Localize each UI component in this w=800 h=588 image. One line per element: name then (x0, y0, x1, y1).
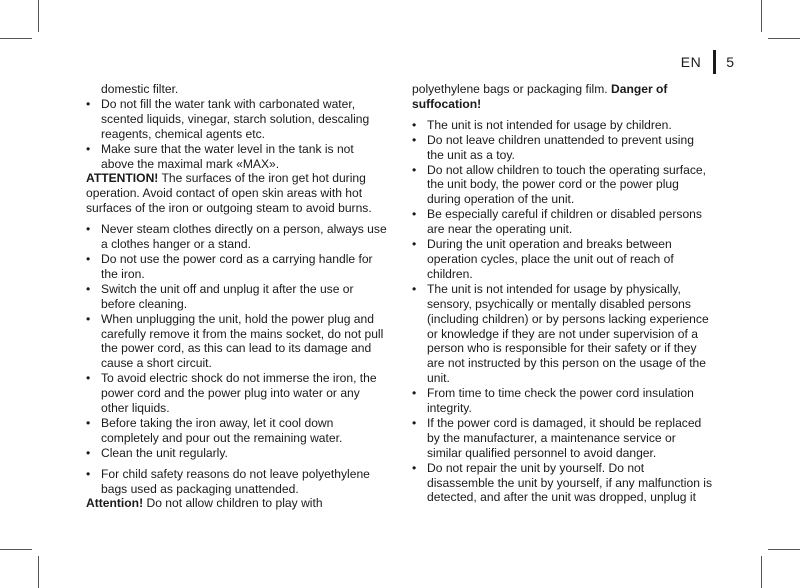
list-item: • Do not fill the water tank with carbonated water, scented liquids, vinegar, starch solution, descaling reagents, chemical agents etc. (86, 97, 390, 142)
list-item: • To avoid electric shock do not immerse the iron, the power cord and the power plug into water or any other liquids. (86, 371, 390, 416)
crop-mark (38, 556, 39, 588)
list-item: • Clean the unit regularly. (86, 446, 390, 461)
right-column (412, 82, 712, 505)
list-item: • The unit is not intended for usage by physically, sensory, psychically or mentally disabled persons (including children) or by persons lacking experience or knowledge if they are not under supervision of a person who is responsible for their safety or if they are not instructed by this person on the usage of the unit. (412, 282, 712, 386)
crop-mark (768, 38, 800, 39)
list-item: • Do not leave children unattended to prevent using the unit as a toy. (412, 133, 712, 163)
list-item: • If the power cord is damaged, it should be replaced by the manufacturer, a maintenance service or similar qualified personnel to avoid danger. (412, 416, 712, 461)
list-item: • From time to time check the power cord insulation integrity. (412, 386, 712, 416)
language-code: EN (680, 54, 702, 70)
list-item: • For child safety reasons do not leave polyethylene bags used as packaging unattended. (86, 467, 390, 497)
safety-list-right (412, 118, 712, 506)
crop-mark (0, 549, 32, 550)
attention-paragraph (86, 171, 390, 216)
crop-mark (38, 0, 39, 32)
list-item: • Never steam clothes directly on a person, always use a clothes hanger or a stand. (86, 222, 390, 252)
list-item: • Do not use the power cord as a carrying handle for the iron. (86, 252, 390, 282)
list-item: • The unit is not intended for usage by children. (412, 118, 712, 133)
header-divider (713, 50, 716, 74)
continuation-paragraph (412, 82, 712, 112)
continuation-text: polyethylene bags or packaging film. (412, 82, 611, 96)
list-item: • Be especially careful if children or disabled persons are near the operating unit. (412, 207, 712, 237)
attention-text: The surfaces of the iron get hot during operation. Avoid contact of open skin areas with hot surfaces of the iron or outgoing steam to avoid burns. (86, 171, 372, 216)
list-item: • Before taking the iron away, let it cool down completely and pour out the remaining water. (86, 416, 390, 446)
list-item: • Do not allow children to touch the operating surface, the unit body, the power cord or the power plug during operation of the unit. (412, 163, 712, 208)
attention-label: ATTENTION! (86, 171, 159, 186)
crop-mark (0, 38, 32, 39)
list-item: • Make sure that the water level in the tank is not above the maximal mark «MAX». (86, 142, 390, 172)
safety-list-c (86, 467, 390, 497)
list-item: • When unplugging the unit, hold the power plug and carefully remove it from the mains socket, do not pull the power cord, as this can lead to its damage and cause a short circuit. (86, 312, 390, 372)
attention-label-2: Attention! (86, 496, 144, 511)
list-item: • Do not repair the unit by yourself. Do not disassemble the unit by yourself, if any malfunction is detected, and after the unit was dropped, unplug it (412, 461, 712, 506)
page-number: 5 (726, 54, 734, 70)
danger-warning: Danger of suffocation! (412, 82, 668, 111)
crop-mark (761, 556, 762, 588)
safety-list-a (86, 97, 390, 172)
attention-paragraph-2 (86, 496, 390, 511)
list-item: • During the unit operation and breaks between operation cycles, place the unit out of reach of children. (412, 237, 712, 282)
continuation-text: domestic filter. (101, 82, 179, 96)
safety-list-b (86, 222, 390, 461)
left-column (86, 82, 390, 511)
page-header (681, 50, 734, 74)
crop-mark (768, 549, 800, 550)
list-item: • Switch the unit off and unplug it after the use or before cleaning. (86, 282, 390, 312)
attention-text-2: Do not allow children to play with (143, 496, 323, 511)
crop-mark (761, 0, 762, 32)
